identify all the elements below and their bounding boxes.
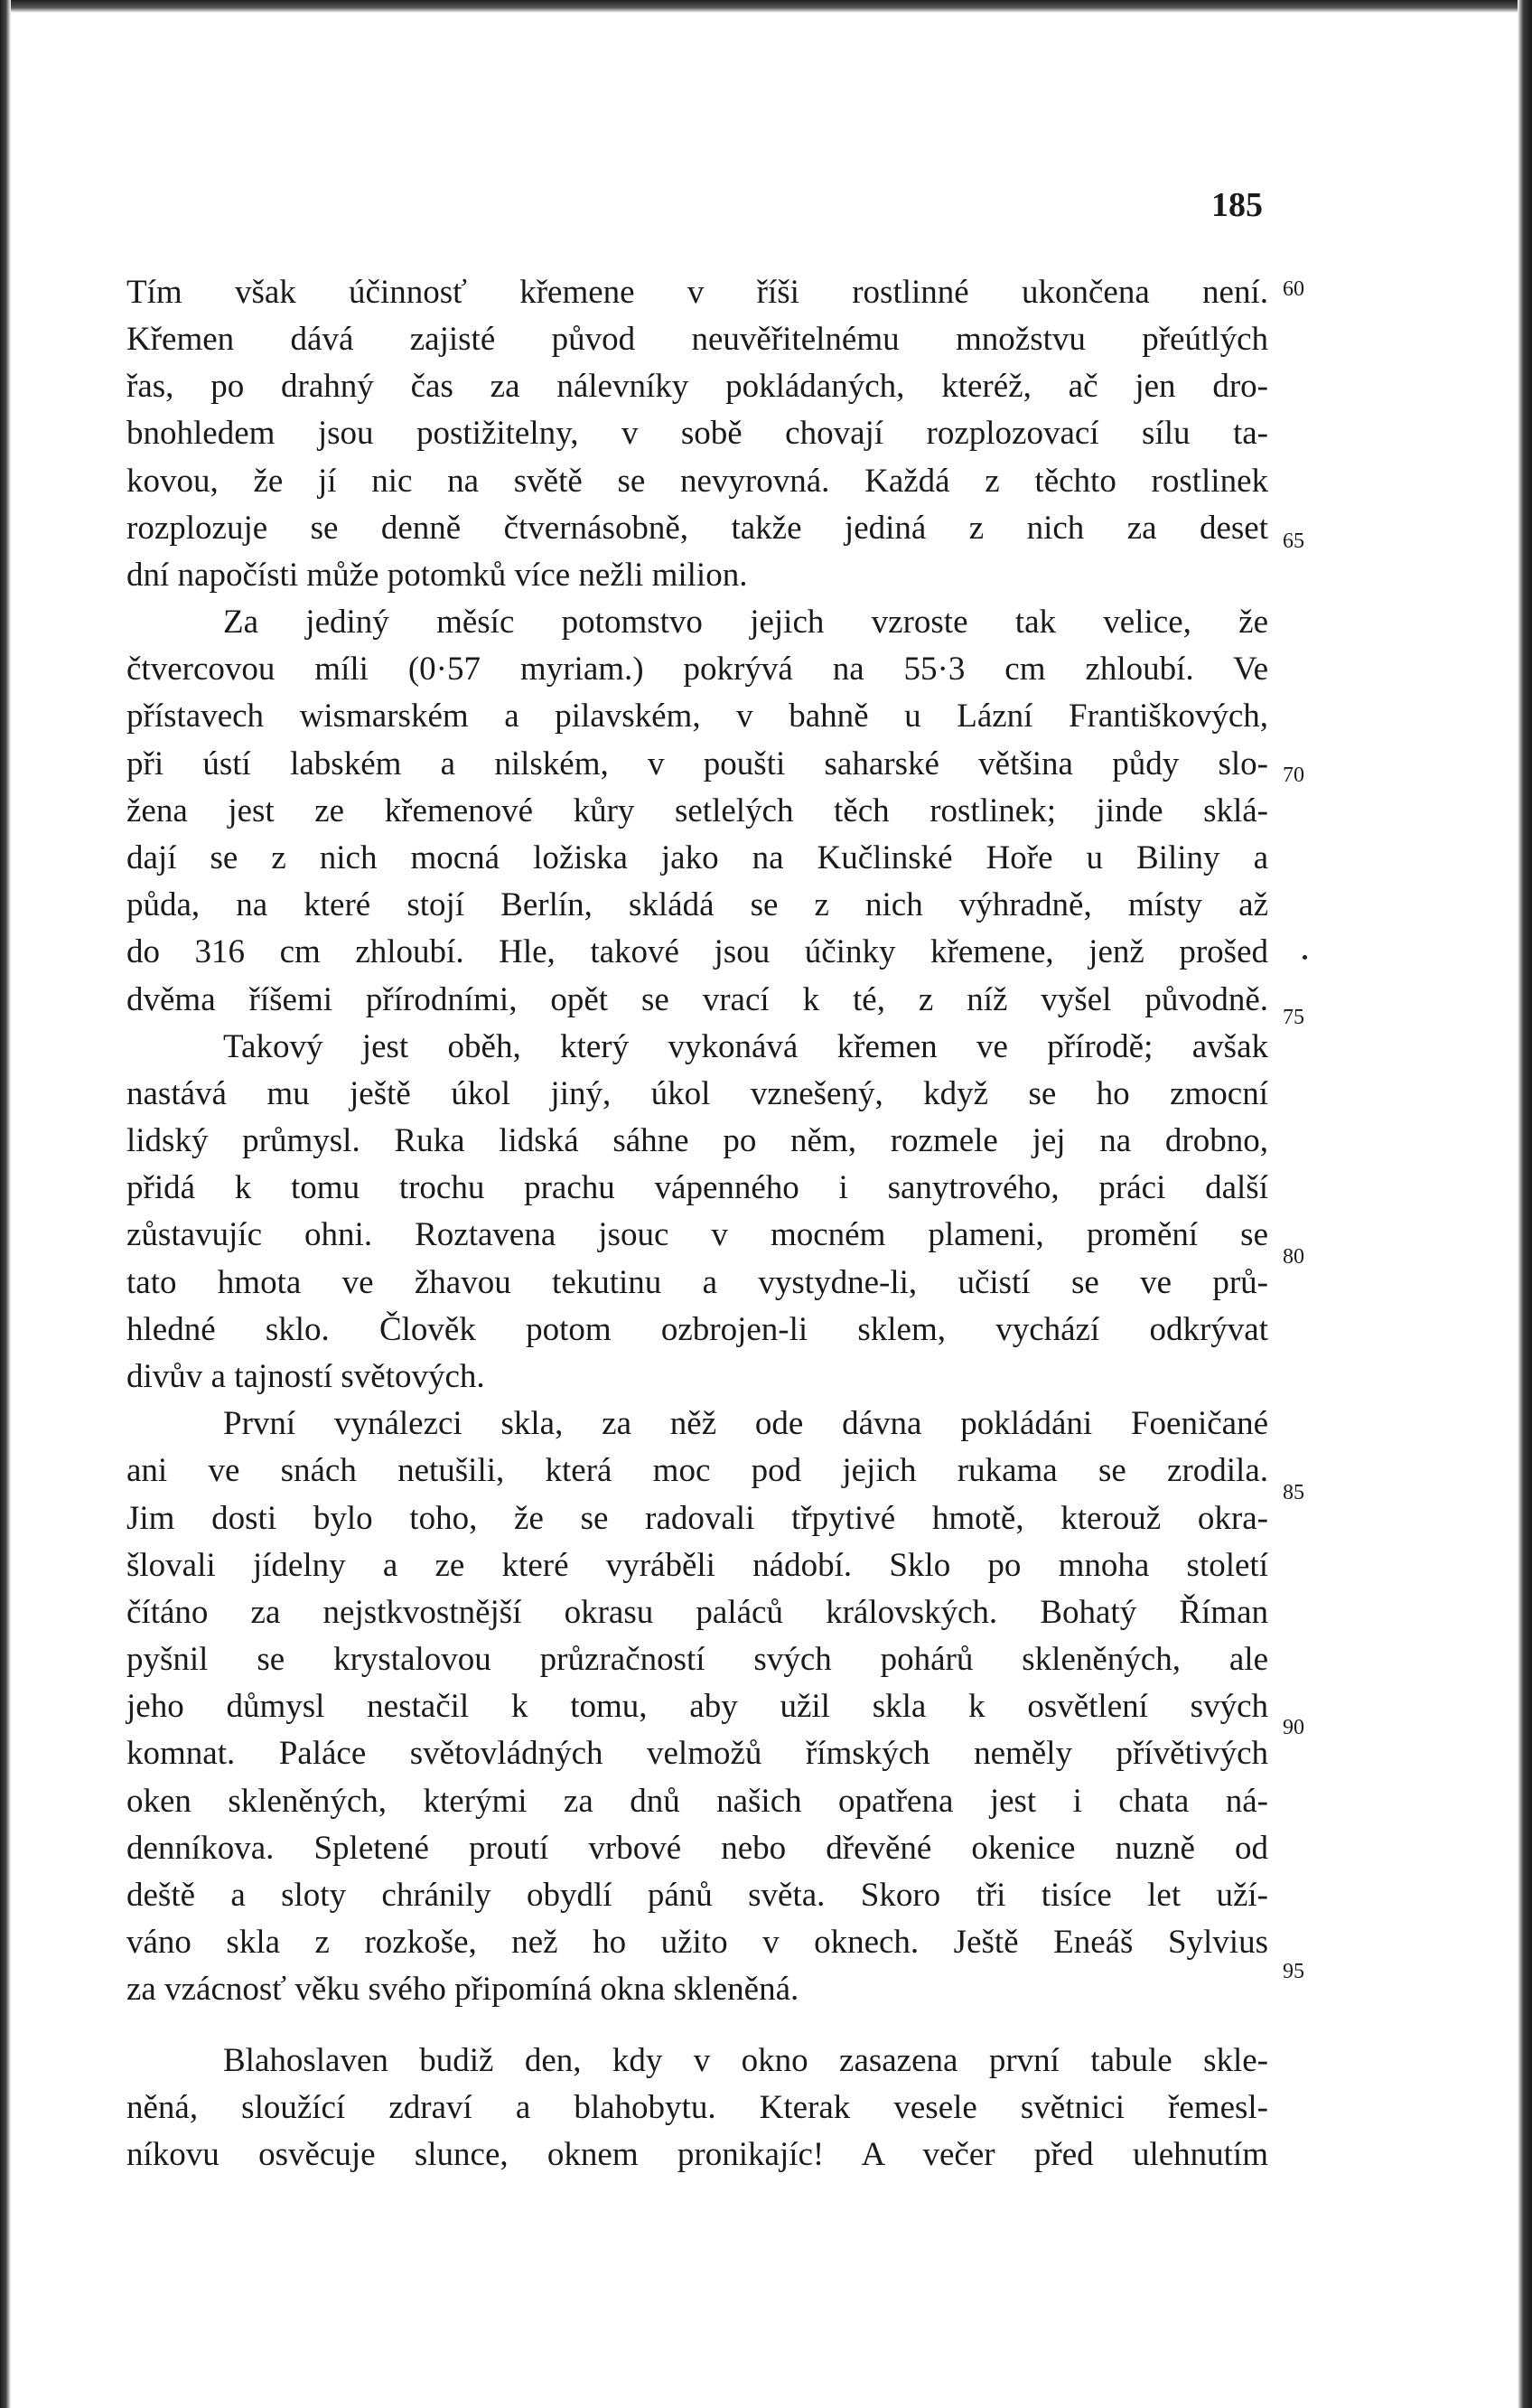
scan-border-left	[0, 0, 11, 2408]
text-line: řas, po drahný čas za nálevníky pokládaných, kteréž, ač jen dro-	[126, 368, 1268, 405]
text-line: čtvercovou míli (0·57 myriam.) pokrývá na 55·3 cm zhloubí. Ve	[126, 651, 1268, 688]
page-number: 185	[1211, 186, 1263, 224]
text-line: hledné sklo. Člověk potom ozbrojen-li sklem, vychází odkrývat	[126, 1311, 1268, 1348]
text-line: při ústí labském a nilském, v poušti saharské většina půdy slo-	[126, 745, 1268, 782]
text-line: Jim dosti bylo toho, že se radovali třpytivé hmotě, kterouž okra-	[126, 1500, 1268, 1537]
text-line: divův a tajností světových.	[126, 1358, 485, 1395]
text-line: něná, sloužící zdraví a blahobytu. Kterak vesele světnici řemesl-	[126, 2089, 1268, 2126]
text-line: bnohledem jsou postižitelny, v sobě chovají rozplozovací sílu ta-	[126, 415, 1268, 452]
line-number: 90	[1283, 1716, 1304, 1739]
text-line: kovou, že jí nic na světě se nevyrovná. Každá z těchto rostlinek	[126, 463, 1268, 500]
scan-border-right	[1518, 0, 1532, 2408]
text-line: dní napočísti může potomků více nežli milion.	[126, 557, 748, 594]
text-line: šlovali jídelny a ze které vyráběli nádobí. Sklo po mnoha století	[126, 1547, 1268, 1584]
text-line: Takový jest oběh, který vykonává křemen ve přírodě; avšak	[223, 1028, 1268, 1065]
text-line: oken skleněných, kterými za dnů našich opatřena jest i chata ná-	[126, 1783, 1268, 1820]
text-line: níkovu osvěcuje slunce, oknem pronikajíc! A večer před ulehnutím	[126, 2136, 1268, 2173]
text-line: ani ve snách netušili, která moc pod jejich rukama se zrodila.	[126, 1452, 1268, 1489]
line-number: 95	[1283, 1960, 1304, 1983]
ink-speck	[1303, 955, 1307, 960]
text-line: dvěma říšemi přírodními, opět se vrací k té, z níž vyšel původně.	[126, 981, 1268, 1018]
text-line: váno skla z rozkoše, než ho užito v oknech. Ještě Eneáš Sylvius	[126, 1924, 1268, 1961]
line-number: 70	[1283, 764, 1304, 787]
text-line: do 316 cm zhloubí. Hle, takové jsou účinky křemene, jenž prošed	[126, 933, 1268, 970]
line-number: 75	[1283, 1006, 1304, 1029]
text-line: žena jest ze křemenové kůry setlelých těch rostlinek; jinde sklá-	[126, 792, 1268, 829]
text-line: přidá k tomu trochu prachu vápenného i sanytrového, práci další	[126, 1169, 1268, 1206]
line-number: 80	[1283, 1245, 1304, 1269]
text-line: Křemen dává zajisté původ neuvěřitelnému množstvu přeútlých	[126, 321, 1268, 358]
text-line: tato hmota ve žhavou tekutinu a vystydne-li, učistí se ve prů-	[126, 1264, 1268, 1301]
text-line: za vzácnosť věku svého připomíná okna skleněná.	[126, 1971, 799, 2008]
text-line: přístavech wismarském a pilavském, v bahně u Lázní Františkových,	[126, 698, 1268, 735]
text-line: lidský průmysl. Ruka lidská sáhne po něm, rozmele jej na drobno,	[126, 1122, 1268, 1159]
text-line: jeho důmysl nestačil k tomu, aby užil skla k osvětlení svých	[126, 1688, 1268, 1725]
text-line: rozplozuje se denně čtvernásobně, takže jediná z nich za deset	[126, 510, 1268, 547]
text-line: Za jediný měsíc potomstvo jejich vzroste tak velice, že	[223, 604, 1268, 641]
text-line: Tím však účinnosť křemene v říši rostlinné ukončena není.	[126, 274, 1268, 311]
text-line: První vynálezci skla, za něž ode dávna pokládáni Foeničané	[223, 1405, 1268, 1442]
text-line: dají se z nich mocná ložiska jako na Kučlinské Hoře u Biliny a	[126, 839, 1268, 876]
text-line: nastává mu ještě úkol jiný, úkol vznešený, když se ho zmocní	[126, 1075, 1268, 1112]
text-line: půda, na které stojí Berlín, skládá se z nich výhradně, místy až	[126, 886, 1268, 923]
text-line: čítáno za nejstkvostnější okrasu paláců královských. Bohatý Říman	[126, 1594, 1268, 1631]
line-number: 85	[1283, 1481, 1304, 1504]
text-line: komnat. Paláce světovládných velmožů římských neměly přívětivých	[126, 1735, 1268, 1772]
text-line: pyšnil se krystalovou průzračností svých pohárů skleněných, ale	[126, 1641, 1268, 1678]
scan-border-top	[0, 0, 1532, 13]
text-line: deště a sloty chránily obydlí pánů světa. Skoro tři tisíce let uží-	[126, 1877, 1268, 1914]
text-line: denníkova. Spletené proutí vrbové nebo dřevěné okenice nuzně od	[126, 1830, 1268, 1867]
text-line: zůstavujíc ohni. Roztavena jsouc v mocném plameni, promění se	[126, 1216, 1268, 1253]
line-number: 65	[1283, 529, 1304, 553]
line-number: 60	[1283, 277, 1304, 301]
text-line: Blahoslaven budiž den, kdy v okno zasazena první tabule skle-	[223, 2042, 1268, 2079]
